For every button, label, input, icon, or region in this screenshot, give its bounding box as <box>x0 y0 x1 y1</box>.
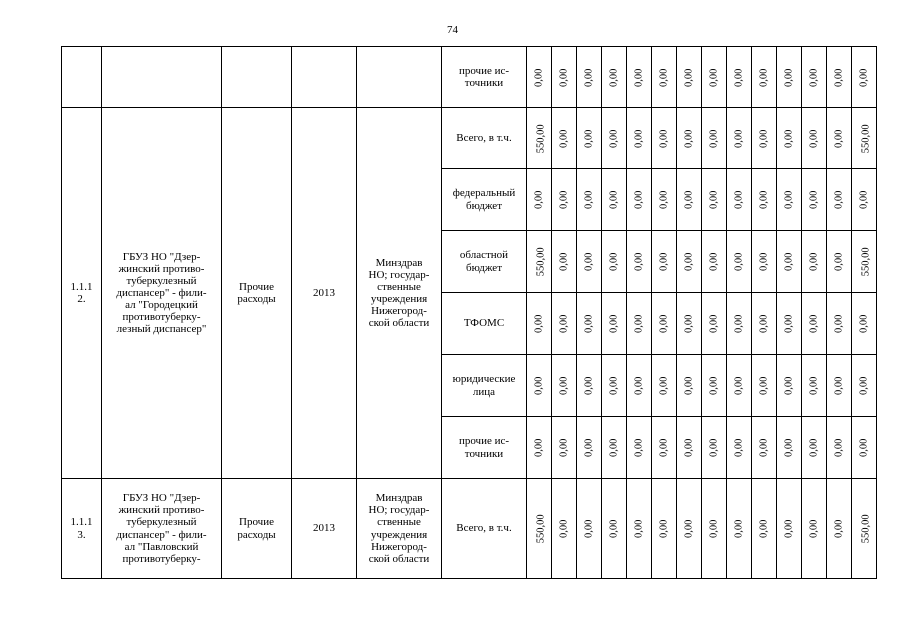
value-cell <box>702 108 727 169</box>
value-text: 0,00 <box>758 438 770 458</box>
value-text: 0,00 <box>658 129 670 148</box>
value-text: 0,00 <box>733 438 745 458</box>
value-text: 0,00 <box>733 519 745 539</box>
value-cell <box>652 417 677 479</box>
value-cell <box>627 169 652 231</box>
value-text: 0,00 <box>558 252 570 272</box>
institution-name-cell: ГБУЗ НО "Дзер- жинский противо- туберкулезный диспансер" - фили- ал "Городецкий противотуберку- лезный диспансер" <box>102 108 222 479</box>
value-cell <box>577 355 602 417</box>
value-text: 0,00 <box>758 519 770 539</box>
value-cell <box>652 47 677 108</box>
funding-source-cell: прочие ис- точники <box>442 47 527 108</box>
value-cell <box>802 108 827 169</box>
value-text: 0,00 <box>533 190 545 210</box>
value-text: 0,00 <box>708 68 720 87</box>
value-cell <box>852 231 877 293</box>
value-cell <box>852 293 877 355</box>
value-cell <box>752 108 777 169</box>
value-text: 0,00 <box>658 438 670 458</box>
executor-cell <box>357 47 442 108</box>
value-cell <box>702 417 727 479</box>
year-cell: 2013 <box>292 479 357 579</box>
value-text: 0,00 <box>633 68 645 87</box>
value-cell <box>827 231 852 293</box>
value-text: 0,00 <box>533 376 545 396</box>
value-cell <box>777 108 802 169</box>
value-cell <box>777 479 802 579</box>
value-text: 0,00 <box>758 68 770 87</box>
value-text: 0,00 <box>733 68 745 87</box>
value-cell <box>677 355 702 417</box>
value-text: 0,00 <box>858 68 870 87</box>
value-text: 0,00 <box>658 252 670 272</box>
value-cell <box>777 293 802 355</box>
value-text: 0,00 <box>658 190 670 210</box>
value-text: 0,00 <box>708 190 720 210</box>
value-cell <box>527 231 552 293</box>
value-text: 0,00 <box>733 376 745 396</box>
value-cell <box>752 355 777 417</box>
value-text: 0,00 <box>858 438 870 458</box>
value-text: 0,00 <box>683 252 695 272</box>
value-cell <box>852 355 877 417</box>
value-cell <box>627 108 652 169</box>
funding-source-cell: прочие ис- точники <box>442 417 527 479</box>
value-cell <box>577 293 602 355</box>
institution-name-cell <box>102 47 222 108</box>
value-text: 0,00 <box>583 252 595 272</box>
value-cell <box>527 108 552 169</box>
value-cell <box>527 47 552 108</box>
executor-cell: Минздрав НО; государ- ственные учреждения Нижегород- ской области <box>357 108 442 479</box>
value-cell <box>702 169 727 231</box>
value-cell <box>527 169 552 231</box>
value-text: 0,00 <box>583 519 595 539</box>
value-text: 0,00 <box>683 519 695 539</box>
value-text: 0,00 <box>858 314 870 334</box>
value-cell <box>702 355 727 417</box>
value-text: 0,00 <box>733 252 745 272</box>
value-cell <box>802 355 827 417</box>
value-text: 0,00 <box>808 314 820 334</box>
value-cell <box>527 355 552 417</box>
value-cell <box>752 169 777 231</box>
value-text: 0,00 <box>583 190 595 210</box>
value-cell <box>777 417 802 479</box>
value-cell <box>827 479 852 579</box>
value-cell <box>777 231 802 293</box>
value-text: 0,00 <box>808 376 820 396</box>
value-cell <box>602 355 627 417</box>
value-cell <box>627 479 652 579</box>
value-text: 0,00 <box>633 129 645 148</box>
value-text: 0,00 <box>658 519 670 539</box>
value-cell <box>552 355 577 417</box>
value-text: 0,00 <box>783 68 795 87</box>
value-cell <box>627 355 652 417</box>
value-cell <box>527 479 552 579</box>
value-text: 0,00 <box>708 252 720 272</box>
value-text: 0,00 <box>683 376 695 396</box>
value-text: 0,00 <box>658 314 670 334</box>
value-text: 0,00 <box>608 129 620 148</box>
value-cell <box>802 231 827 293</box>
value-text: 0,00 <box>758 314 770 334</box>
value-text: 0,00 <box>583 68 595 87</box>
value-text: 0,00 <box>558 68 570 87</box>
value-text: 0,00 <box>783 376 795 396</box>
value-cell <box>577 108 602 169</box>
value-text: 0,00 <box>608 438 620 458</box>
value-cell <box>802 169 827 231</box>
item-code-cell <box>62 47 102 108</box>
value-cell <box>777 47 802 108</box>
table-row <box>62 479 877 579</box>
value-cell <box>752 417 777 479</box>
value-text: 550,00 <box>535 124 547 153</box>
expense-type-cell: Прочие расходы <box>222 108 292 479</box>
value-cell <box>727 108 752 169</box>
value-text: 0,00 <box>683 438 695 458</box>
value-text: 0,00 <box>558 129 570 148</box>
year-cell: 2013 <box>292 108 357 479</box>
expense-type-cell <box>222 47 292 108</box>
value-cell <box>577 417 602 479</box>
value-text: 0,00 <box>558 190 570 210</box>
value-cell <box>602 47 627 108</box>
value-text: 0,00 <box>708 438 720 458</box>
value-cell <box>702 293 727 355</box>
funding-source-cell: ТФОМС <box>442 293 527 355</box>
value-cell <box>527 417 552 479</box>
value-cell <box>827 47 852 108</box>
value-text: 0,00 <box>608 68 620 87</box>
value-cell <box>552 169 577 231</box>
value-text: 0,00 <box>633 519 645 539</box>
value-cell <box>652 479 677 579</box>
value-cell <box>827 417 852 479</box>
value-cell <box>677 293 702 355</box>
value-text: 0,00 <box>608 376 620 396</box>
value-text: 0,00 <box>808 438 820 458</box>
value-cell <box>602 231 627 293</box>
value-cell <box>777 169 802 231</box>
value-cell <box>827 355 852 417</box>
value-text: 0,00 <box>683 68 695 87</box>
funding-source-cell: Всего, в т.ч. <box>442 108 527 169</box>
value-cell <box>577 169 602 231</box>
value-cell <box>677 231 702 293</box>
value-cell <box>602 479 627 579</box>
value-cell <box>677 417 702 479</box>
value-text: 0,00 <box>633 438 645 458</box>
executor-cell: Минздрав НО; государ- ственные учреждения Нижегород- ской области <box>357 479 442 579</box>
value-text: 0,00 <box>783 190 795 210</box>
value-cell <box>752 231 777 293</box>
value-cell <box>652 355 677 417</box>
value-text: 0,00 <box>558 314 570 334</box>
value-cell <box>802 47 827 108</box>
value-text: 0,00 <box>733 190 745 210</box>
value-cell <box>652 231 677 293</box>
page-number: 74 <box>447 24 458 36</box>
value-cell <box>727 417 752 479</box>
value-text: 0,00 <box>558 438 570 458</box>
value-cell <box>827 169 852 231</box>
value-text: 0,00 <box>858 190 870 210</box>
value-text: 0,00 <box>808 129 820 148</box>
value-text: 0,00 <box>558 519 570 539</box>
value-cell <box>852 169 877 231</box>
value-text: 0,00 <box>833 519 845 539</box>
value-cell <box>677 479 702 579</box>
value-cell <box>652 108 677 169</box>
value-text: 0,00 <box>533 438 545 458</box>
value-cell <box>627 417 652 479</box>
funding-source-cell: юридические лица <box>442 355 527 417</box>
value-text: 0,00 <box>733 129 745 148</box>
item-code-cell: 1.1.1 2. <box>62 108 102 479</box>
value-text: 0,00 <box>683 129 695 148</box>
table-row <box>62 108 877 169</box>
value-text: 0,00 <box>708 314 720 334</box>
value-text: 0,00 <box>683 314 695 334</box>
value-cell <box>602 293 627 355</box>
value-cell <box>752 47 777 108</box>
value-text: 0,00 <box>608 252 620 272</box>
value-text: 0,00 <box>758 190 770 210</box>
value-text: 0,00 <box>833 190 845 210</box>
value-cell <box>577 47 602 108</box>
value-cell <box>727 293 752 355</box>
value-text: 550,00 <box>860 514 872 544</box>
value-text: 0,00 <box>833 129 845 148</box>
value-cell <box>652 169 677 231</box>
value-cell <box>727 479 752 579</box>
value-text: 0,00 <box>583 129 595 148</box>
funding-source-cell: Всего, в т.ч. <box>442 479 527 579</box>
value-text: 0,00 <box>733 314 745 334</box>
value-text: 0,00 <box>583 376 595 396</box>
value-text: 0,00 <box>833 438 845 458</box>
value-cell <box>702 231 727 293</box>
funding-source-cell: федеральный бюджет <box>442 169 527 231</box>
value-text: 0,00 <box>833 376 845 396</box>
value-text: 0,00 <box>758 252 770 272</box>
expense-type-cell: Прочие расходы <box>222 479 292 579</box>
value-cell <box>677 47 702 108</box>
budget-table <box>61 46 877 579</box>
value-text: 0,00 <box>633 190 645 210</box>
value-cell <box>802 479 827 579</box>
value-cell <box>852 108 877 169</box>
value-cell <box>702 479 727 579</box>
value-text: 0,00 <box>633 376 645 396</box>
value-cell <box>602 417 627 479</box>
value-cell <box>627 293 652 355</box>
value-cell <box>552 108 577 169</box>
value-cell <box>802 293 827 355</box>
value-cell <box>852 417 877 479</box>
value-cell <box>527 293 552 355</box>
value-cell <box>827 108 852 169</box>
value-text: 0,00 <box>833 314 845 334</box>
value-text: 550,00 <box>535 514 547 544</box>
item-code-cell: 1.1.1 3. <box>62 479 102 579</box>
value-cell <box>602 108 627 169</box>
value-text: 0,00 <box>783 252 795 272</box>
value-text: 0,00 <box>833 252 845 272</box>
value-cell <box>827 293 852 355</box>
value-text: 0,00 <box>708 129 720 148</box>
value-text: 0,00 <box>783 519 795 539</box>
value-cell <box>577 479 602 579</box>
value-text: 0,00 <box>608 519 620 539</box>
value-cell <box>852 479 877 579</box>
value-cell <box>727 355 752 417</box>
value-text: 550,00 <box>535 247 547 277</box>
value-cell <box>627 47 652 108</box>
year-cell <box>292 47 357 108</box>
value-text: 0,00 <box>833 68 845 87</box>
value-text: 0,00 <box>608 314 620 334</box>
value-text: 0,00 <box>758 129 770 148</box>
value-cell <box>727 169 752 231</box>
value-text: 0,00 <box>808 252 820 272</box>
value-cell <box>627 231 652 293</box>
value-text: 0,00 <box>808 68 820 87</box>
value-text: 0,00 <box>783 438 795 458</box>
value-text: 0,00 <box>783 314 795 334</box>
value-text: 0,00 <box>633 252 645 272</box>
value-text: 0,00 <box>658 376 670 396</box>
value-text: 0,00 <box>683 190 695 210</box>
value-cell <box>552 479 577 579</box>
value-cell <box>752 479 777 579</box>
value-cell <box>752 293 777 355</box>
value-cell <box>727 47 752 108</box>
value-cell <box>552 231 577 293</box>
value-text: 550,00 <box>860 124 872 153</box>
value-text: 0,00 <box>608 190 620 210</box>
value-text: 550,00 <box>860 247 872 277</box>
value-text: 0,00 <box>808 519 820 539</box>
value-text: 0,00 <box>533 314 545 334</box>
value-text: 0,00 <box>758 376 770 396</box>
value-cell <box>677 108 702 169</box>
value-text: 0,00 <box>783 129 795 148</box>
value-cell <box>577 231 602 293</box>
institution-name-cell: ГБУЗ НО "Дзер- жинский противо- туберкулезный диспансер" - фили- ал "Павловский противотуберку- <box>102 479 222 579</box>
value-cell <box>677 169 702 231</box>
value-text: 0,00 <box>583 438 595 458</box>
value-text: 0,00 <box>658 68 670 87</box>
value-cell <box>552 293 577 355</box>
value-text: 0,00 <box>708 519 720 539</box>
value-text: 0,00 <box>708 376 720 396</box>
value-text: 0,00 <box>633 314 645 334</box>
value-cell <box>777 355 802 417</box>
value-cell <box>602 169 627 231</box>
value-text: 0,00 <box>533 68 545 87</box>
value-text: 0,00 <box>808 190 820 210</box>
value-cell <box>802 417 827 479</box>
value-cell <box>702 47 727 108</box>
table-row <box>62 47 877 108</box>
value-cell <box>652 293 677 355</box>
funding-source-cell: областной бюджет <box>442 231 527 293</box>
value-text: 0,00 <box>858 376 870 396</box>
value-text: 0,00 <box>558 376 570 396</box>
value-text: 0,00 <box>583 314 595 334</box>
value-cell <box>852 47 877 108</box>
value-cell <box>552 417 577 479</box>
value-cell <box>552 47 577 108</box>
value-cell <box>727 231 752 293</box>
